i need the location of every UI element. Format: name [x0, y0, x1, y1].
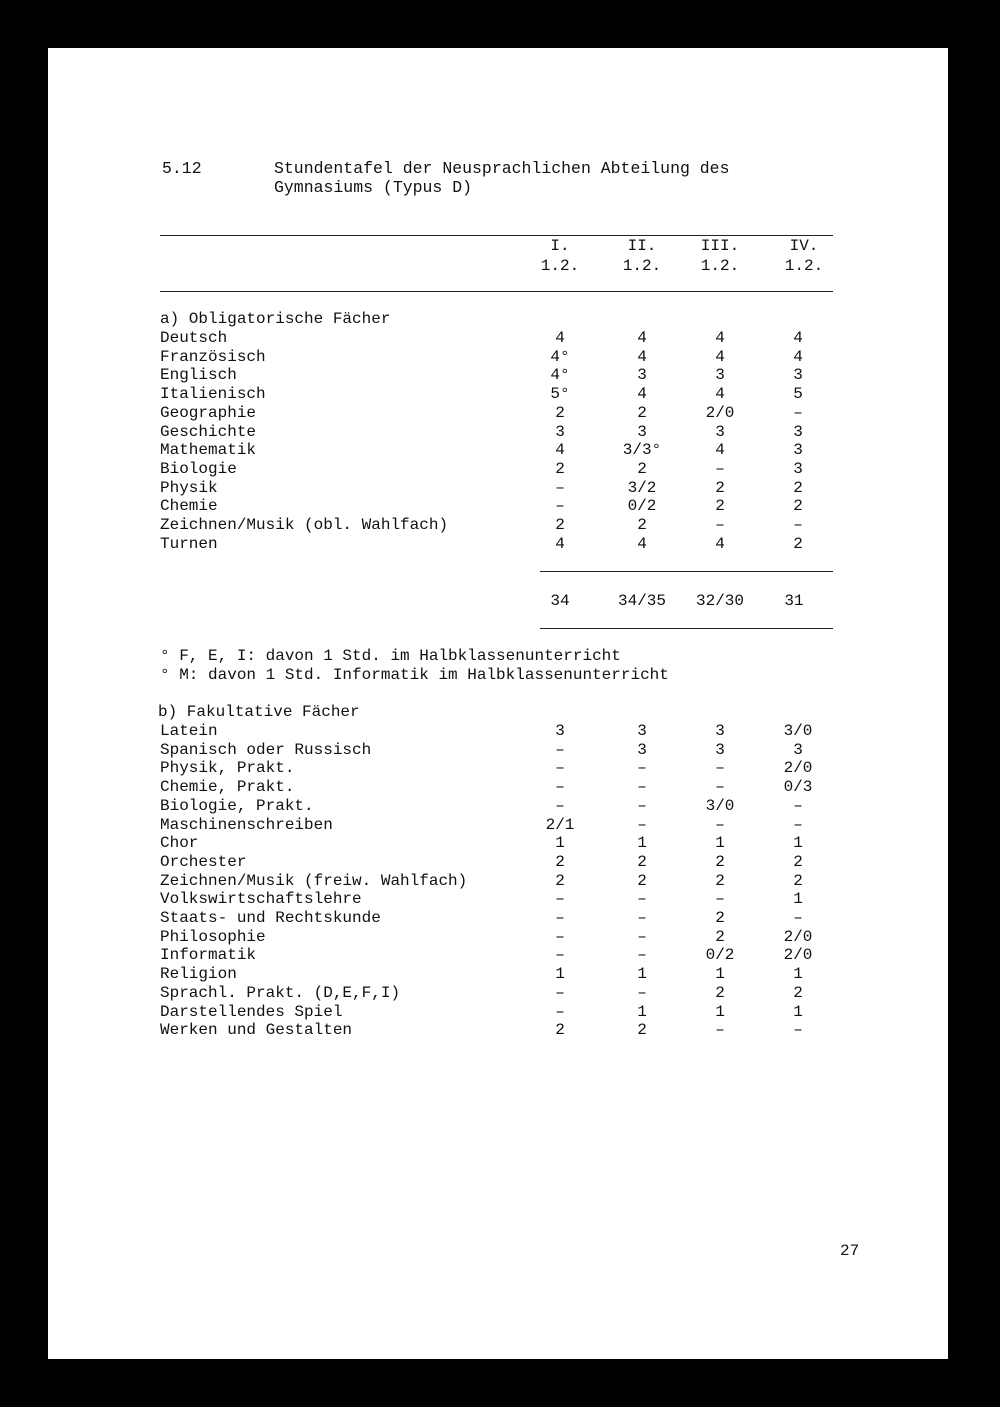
subject-name: Französisch: [160, 347, 266, 366]
hours-value: –: [555, 909, 565, 927]
table-row: [48, 516, 948, 535]
hours-value: 3/0: [705, 796, 735, 815]
hours-value: 2: [715, 497, 725, 516]
hours-value: –: [555, 778, 565, 797]
hours-value: 4: [715, 534, 725, 553]
hours-value: 2: [637, 852, 647, 871]
footnote: ° F, E, I: davon 1 Std. im Halbklassenunterricht: [160, 647, 621, 665]
hours-value: 2: [637, 871, 647, 890]
table-row: [48, 946, 948, 965]
hours-value: 2: [715, 852, 725, 871]
subject-name: Chemie, Prakt.: [160, 778, 295, 797]
hours-value: 2: [715, 983, 725, 1002]
hours-value: 2: [555, 516, 565, 534]
hours-value: –: [637, 909, 647, 927]
hours-value: 1: [555, 834, 565, 853]
column-header-semesters: 1.2.: [784, 257, 824, 275]
column-header-year: IV.: [789, 237, 819, 255]
hours-value: 2: [555, 871, 565, 890]
table-row: [48, 479, 948, 498]
hours-value: 3: [555, 722, 565, 740]
hours-value: 0/2: [705, 946, 735, 965]
hours-value: 4°: [550, 347, 570, 366]
hours-value: 3: [555, 422, 565, 441]
hours-value: –: [637, 778, 647, 797]
subject-name: Zeichnen/Musik (freiw. Wahlfach): [160, 871, 468, 890]
subject-name: Werken und Gestalten: [160, 1021, 353, 1040]
hours-value: –: [555, 740, 565, 759]
table-row: [48, 497, 948, 516]
table-row: [48, 722, 948, 741]
hours-value: 3: [637, 722, 647, 740]
hours-value: 3: [793, 459, 803, 478]
hours-value: –: [637, 890, 647, 909]
hours-value: 2: [793, 478, 803, 497]
hours-value: –: [555, 983, 565, 1002]
hours-value: 2/0: [783, 946, 813, 965]
subject-name: Italienisch: [160, 385, 266, 404]
hours-value: 1: [637, 834, 647, 853]
table-row: [48, 348, 948, 367]
column-header-year: III.: [700, 237, 740, 255]
hours-value: 4: [715, 329, 725, 347]
hours-value: 3: [637, 740, 647, 759]
hours-value: –: [555, 946, 565, 965]
subject-name: Zeichnen/Musik (obl. Wahlfach): [160, 516, 449, 534]
hours-value: –: [637, 983, 647, 1002]
hours-value: 2: [555, 1021, 565, 1040]
hours-value: –: [555, 927, 565, 946]
subject-name: Staats- und Rechtskunde: [160, 909, 381, 927]
column-header-semesters: 1.2.: [700, 257, 740, 275]
hours-value: 1: [555, 965, 565, 984]
page-number: 27: [840, 1242, 860, 1260]
hours-value: 1: [637, 1002, 647, 1021]
hours-value: –: [793, 516, 803, 534]
total-value: 34/35: [617, 592, 666, 610]
column-header-year: II.: [627, 237, 657, 255]
subject-name: Mathematik: [160, 441, 257, 460]
hours-value: 2: [793, 871, 803, 890]
hours-value: –: [637, 927, 647, 946]
hours-value: 2: [715, 909, 725, 927]
hours-value: 2: [637, 1021, 647, 1040]
hours-value: –: [637, 946, 647, 965]
section-number: 5.12: [162, 159, 202, 178]
table-row: [48, 1003, 948, 1022]
hours-value: 3: [637, 422, 647, 441]
hours-value: –: [637, 815, 647, 834]
subject-name: Chemie: [160, 497, 218, 516]
column-header-semesters: 1.2.: [540, 257, 580, 275]
hours-value: –: [637, 759, 647, 778]
hours-value: –: [715, 516, 725, 534]
hours-value: 3/0: [783, 722, 813, 740]
subject-name: Religion: [160, 965, 237, 984]
hours-value: 4: [637, 385, 647, 404]
hours-value: 3: [637, 366, 647, 385]
section-title-line2: Gymnasiums (Typus D): [274, 178, 473, 197]
subject-name: Englisch: [160, 366, 237, 385]
hours-value: –: [793, 796, 803, 815]
hours-value: 4: [555, 329, 565, 347]
hours-value: 3: [793, 740, 803, 759]
table-row: [48, 385, 948, 404]
hours-value: 2: [793, 983, 803, 1002]
hours-value: 4°: [550, 366, 570, 385]
column-header-year: I.: [550, 237, 570, 255]
hours-value: –: [793, 815, 803, 834]
hours-value: 1: [715, 965, 725, 984]
hours-value: 2: [715, 478, 725, 497]
hours-value: 3/3°: [622, 441, 662, 460]
hours-value: –: [555, 478, 565, 497]
table-row: [48, 423, 948, 442]
hours-value: 3/2: [627, 478, 657, 497]
hours-value: 2: [793, 534, 803, 553]
total-value: 34: [550, 592, 570, 610]
hours-value: 1: [793, 890, 803, 909]
subject-name: Turnen: [160, 534, 218, 553]
hours-value: 3: [793, 441, 803, 460]
total-value: 32/30: [695, 592, 744, 610]
total-value: 31: [784, 592, 804, 610]
hours-value: 4: [637, 534, 647, 553]
subject-name: Physik: [160, 478, 218, 497]
hours-value: 4: [793, 347, 803, 366]
table-row: [48, 366, 948, 385]
hours-value: 2: [793, 852, 803, 871]
hours-value: 3: [715, 740, 725, 759]
optional-heading: b) Fakultative Fächer: [158, 703, 360, 721]
footnote: ° M: davon 1 Std. Informatik im Halbklassenunterricht: [160, 666, 669, 684]
table-row: [48, 535, 948, 554]
column-header-semesters: 1.2.: [622, 257, 662, 275]
subject-name: Biologie: [160, 459, 237, 478]
hours-value: 3: [715, 722, 725, 740]
hours-value: 5: [793, 385, 803, 404]
hours-value: –: [793, 403, 803, 422]
table-row: [48, 1021, 948, 1040]
hours-value: –: [793, 1021, 803, 1040]
subject-name: Maschinenschreiben: [160, 815, 333, 834]
hours-value: 4: [555, 534, 565, 553]
hours-value: 3: [793, 366, 803, 385]
hours-value: 4: [715, 441, 725, 460]
hours-value: –: [715, 815, 725, 834]
hours-value: –: [715, 459, 725, 478]
subject-name: Spanisch oder Russisch: [160, 740, 372, 759]
hours-value: –: [555, 890, 565, 909]
hours-value: 2/0: [783, 759, 813, 778]
hours-value: 1: [715, 834, 725, 853]
subject-name: Physik, Prakt.: [160, 759, 295, 778]
table-row: [48, 404, 948, 423]
hours-value: 2: [793, 497, 803, 516]
hours-value: –: [637, 796, 647, 815]
hours-value: 2: [555, 403, 565, 422]
hours-value: 1: [793, 834, 803, 853]
hours-value: 2/0: [783, 927, 813, 946]
hours-value: –: [555, 759, 565, 778]
hours-value: 4: [637, 347, 647, 366]
hours-value: –: [715, 890, 725, 909]
hours-value: –: [793, 909, 803, 927]
hours-value: 1: [793, 1002, 803, 1021]
hours-value: 4: [715, 347, 725, 366]
subject-name: Sprachl. Prakt. (D,E,F,I): [160, 983, 401, 1002]
table-row: [48, 329, 948, 348]
subject-name: Philosophie: [160, 927, 266, 946]
table-row: [48, 460, 948, 479]
hours-value: 3: [715, 366, 725, 385]
table-row: [48, 816, 948, 835]
hours-value: 3: [715, 422, 725, 441]
hours-value: 2/0: [705, 403, 735, 422]
section-title-line1: Stundentafel der Neusprachlichen Abteilung des: [274, 159, 730, 178]
table-row: [48, 441, 948, 460]
header-bottom-rule: [160, 291, 833, 292]
table-row: [48, 984, 948, 1003]
hours-value: –: [555, 497, 565, 516]
subject-name: Geschichte: [160, 422, 257, 441]
subject-name: Volkswirtschaftslehre: [160, 890, 362, 909]
hours-value: 2: [555, 459, 565, 478]
document-page: [48, 48, 948, 1359]
hours-value: 4: [637, 329, 647, 347]
subject-name: Biologie, Prakt.: [160, 796, 314, 815]
hours-value: –: [715, 759, 725, 778]
hours-value: 2: [715, 927, 725, 946]
table-row: [48, 909, 948, 928]
hours-value: 4: [715, 385, 725, 404]
hours-value: 5°: [550, 385, 570, 404]
table-row: [48, 928, 948, 947]
hours-value: 2: [555, 852, 565, 871]
hours-value: –: [715, 1021, 725, 1040]
hours-value: –: [555, 1002, 565, 1021]
table-row: [48, 778, 948, 797]
hours-value: 1: [715, 1002, 725, 1021]
table-row: [48, 890, 948, 909]
table-row: [48, 741, 948, 760]
hours-value: 0/2: [627, 497, 657, 516]
table-row: [48, 853, 948, 872]
subject-name: Darstellendes Spiel: [160, 1002, 343, 1021]
hours-value: 3: [793, 422, 803, 441]
totals-bottom-rule: [540, 628, 833, 629]
totals-top-rule: [540, 571, 833, 572]
table-row: [48, 759, 948, 778]
hours-value: 2/1: [545, 815, 575, 834]
obligatory-heading: a) Obligatorische Fächer: [160, 310, 391, 328]
subject-name: Deutsch: [160, 329, 228, 347]
hours-value: 0/3: [783, 778, 813, 797]
subject-name: Latein: [160, 722, 218, 740]
table-row: [48, 965, 948, 984]
hours-value: –: [715, 778, 725, 797]
hours-value: 2: [637, 403, 647, 422]
hours-value: 2: [715, 871, 725, 890]
hours-value: 2: [637, 459, 647, 478]
subject-name: Informatik: [160, 946, 257, 965]
hours-value: 4: [793, 329, 803, 347]
hours-value: 4: [555, 441, 565, 460]
hours-value: 1: [793, 965, 803, 984]
hours-value: 1: [637, 965, 647, 984]
subject-name: Orchester: [160, 852, 247, 871]
table-row: [48, 872, 948, 891]
hours-value: –: [555, 796, 565, 815]
hours-value: 2: [637, 516, 647, 534]
table-row: [48, 797, 948, 816]
subject-name: Chor: [160, 834, 199, 853]
subject-name: Geographie: [160, 403, 257, 422]
table-row: [48, 834, 948, 853]
